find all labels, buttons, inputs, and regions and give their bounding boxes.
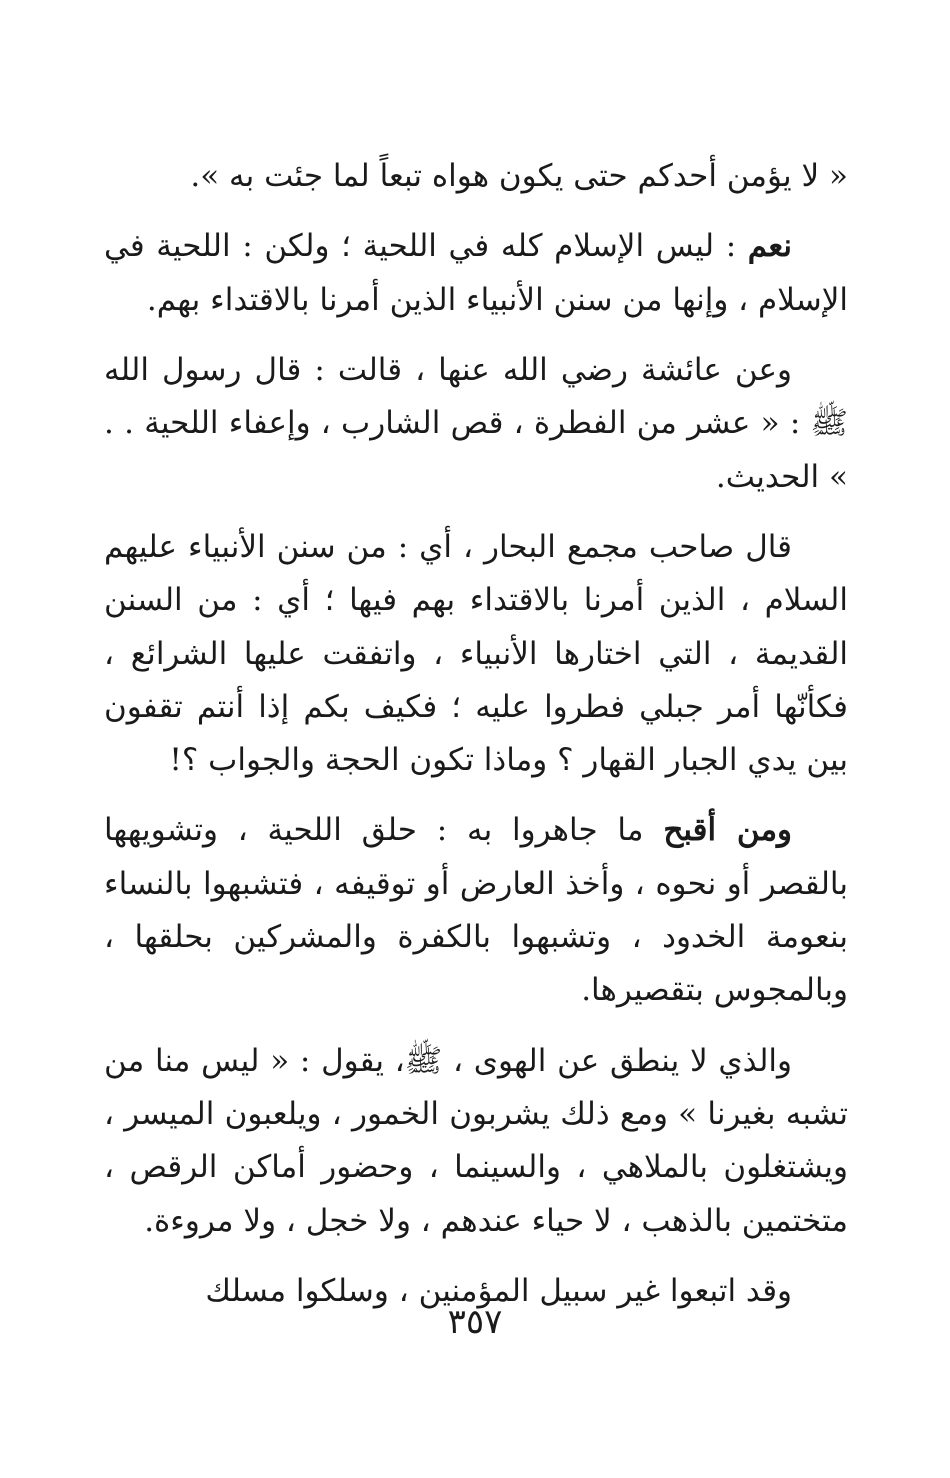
paragraph-text: : ليس الإسلام كله في اللحية ؛ ولكن : اللحية في الإسلام ، وإنها من سنن الأنبياء الذين أمرنا بالاقتداء بهم. xyxy=(104,228,848,318)
paragraph-hadith-quote xyxy=(104,150,848,203)
page-body xyxy=(104,150,848,1318)
paragraph-text: والذي لا ينطق عن الهوى ، ﷺ، يقول : « ليس منا من تشبه بغيرنا » ومع ذلك يشربون الخمور ، ويلعبون الميسر ، ويشتغلون بالملاهي ، والسينما ، وحضور أماكن الرقص ، متختمين بالذهب ، لا حياء عندهم ، ولا خجل ، ولا مروءة. xyxy=(104,1042,848,1239)
paragraph-imitation-hadith xyxy=(104,1035,848,1248)
paragraph-majma-al-bihar xyxy=(104,521,848,788)
paragraph-lead-word: ومن أقبح xyxy=(663,812,793,849)
paragraph-beard-in-islam xyxy=(104,220,848,327)
page-number: ٣٥٧ xyxy=(447,1302,503,1342)
paragraph-lead-word: نعم xyxy=(747,228,793,265)
paragraph-aisha-hadith xyxy=(104,344,848,504)
paragraph-text: ما جاهروا به : حلق اللحية ، وتشويهها بالقصر أو نحوه ، وأخذ العارض أو توقيفه ، فتشبهوا بالنساء بنعومة الخدود ، وتشبهوا بالكفرة والمشركين بحلقها ، وبالمجوس بتقصيرها. xyxy=(104,812,848,1009)
paragraph-text: وقد اتبعوا غير سبيل المؤمنين ، وسلكوا مسلك xyxy=(205,1272,792,1309)
paragraph-text: قال صاحب مجمع البحار ، أي : من سنن الأنبياء عليهم السلام ، الذين أمرنا بالاقتداء بهم فيها ؛ أي : من السنن القديمة ، التي اختارها الأنبياء ، واتفقت عليها الشرائع ، فكأنّها أمر جبلي فطروا عليه ؛ فكيف بكم إذا أنتم تقفون بين يدي الجبار القهار ؟ وماذا تكون الحجة والجواب ؟! xyxy=(104,528,848,779)
paragraph-shaving-beard xyxy=(104,804,848,1017)
paragraph-text: وعن عائشة رضي الله عنها ، قالت : قال رسول الله ﷺ : « عشر من الفطرة ، قص الشارب ، وإعفاء اللحية . . » الحديث. xyxy=(104,351,848,495)
paragraph-text: « لا يؤمن أحدكم حتى يكون هواه تبعاً لما جئت به ». xyxy=(190,158,848,194)
